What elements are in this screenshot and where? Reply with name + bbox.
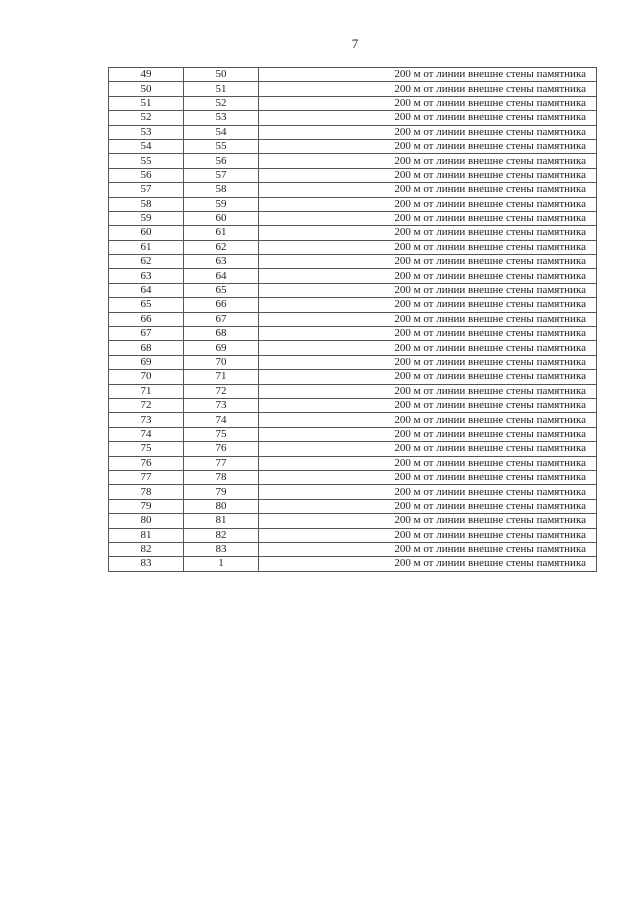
point-from-cell: 54: [109, 139, 184, 153]
point-from-cell: 76: [109, 456, 184, 470]
table-row: [109, 370, 597, 384]
point-from-cell: 81: [109, 528, 184, 542]
table-row: [109, 413, 597, 427]
table-row: [109, 470, 597, 484]
table-row: [109, 269, 597, 283]
point-from-cell: 82: [109, 542, 184, 556]
description-cell: 200 м от линии внешне стены памятника: [259, 341, 597, 355]
point-to-cell: 58: [184, 183, 259, 197]
description-cell: 200 м от линии внешне стены памятника: [259, 542, 597, 556]
description-cell: 200 м от линии внешне стены памятника: [259, 269, 597, 283]
point-from-cell: 64: [109, 283, 184, 297]
table-row: [109, 255, 597, 269]
description-cell: 200 м от линии внешне стены памятника: [259, 528, 597, 542]
point-to-cell: 76: [184, 442, 259, 456]
point-to-cell: 82: [184, 528, 259, 542]
point-to-cell: 61: [184, 226, 259, 240]
table-row: [109, 168, 597, 182]
description-cell: 200 м от линии внешне стены памятника: [259, 499, 597, 513]
point-from-cell: 59: [109, 211, 184, 225]
point-to-cell: 79: [184, 485, 259, 499]
point-from-cell: 67: [109, 327, 184, 341]
table-row: [109, 341, 597, 355]
point-from-cell: 55: [109, 154, 184, 168]
description-cell: 200 м от линии внешне стены памятника: [259, 68, 597, 82]
point-from-cell: 51: [109, 96, 184, 110]
point-from-cell: 69: [109, 355, 184, 369]
point-from-cell: 53: [109, 125, 184, 139]
description-cell: 200 м от линии внешне стены памятника: [259, 327, 597, 341]
point-to-cell: 80: [184, 499, 259, 513]
description-cell: 200 м от линии внешне стены памятника: [259, 226, 597, 240]
point-to-cell: 68: [184, 327, 259, 341]
point-to-cell: 54: [184, 125, 259, 139]
point-from-cell: 58: [109, 197, 184, 211]
description-cell: 200 м от линии внешне стены памятника: [259, 211, 597, 225]
table-row: [109, 240, 597, 254]
table-row: [109, 111, 597, 125]
table-row: [109, 557, 597, 571]
point-from-cell: 62: [109, 255, 184, 269]
point-from-cell: 72: [109, 398, 184, 412]
description-cell: 200 м от линии внешне стены памятника: [259, 298, 597, 312]
table-row: [109, 398, 597, 412]
point-to-cell: 77: [184, 456, 259, 470]
table-row: [109, 427, 597, 441]
description-cell: 200 м от линии внешне стены памятника: [259, 183, 597, 197]
table-row: [109, 197, 597, 211]
description-cell: 200 м от линии внешне стены памятника: [259, 514, 597, 528]
table-row: [109, 355, 597, 369]
table-row: [109, 514, 597, 528]
description-cell: 200 м от линии внешне стены памятника: [259, 312, 597, 326]
table-row: [109, 125, 597, 139]
description-cell: 200 м от линии внешне стены памятника: [259, 427, 597, 441]
point-from-cell: 71: [109, 384, 184, 398]
table-row: [109, 139, 597, 153]
point-from-cell: 63: [109, 269, 184, 283]
point-from-cell: 73: [109, 413, 184, 427]
description-cell: 200 м от линии внешне стены памятника: [259, 485, 597, 499]
point-to-cell: 78: [184, 470, 259, 484]
point-from-cell: 56: [109, 168, 184, 182]
table-row: [109, 499, 597, 513]
point-to-cell: 62: [184, 240, 259, 254]
description-cell: 200 м от линии внешне стены памятника: [259, 240, 597, 254]
table-row: [109, 456, 597, 470]
table-row: [109, 183, 597, 197]
table-row: [109, 211, 597, 225]
description-cell: 200 м от линии внешне стены памятника: [259, 413, 597, 427]
point-from-cell: 60: [109, 226, 184, 240]
point-to-cell: 56: [184, 154, 259, 168]
description-cell: 200 м от линии внешне стены памятника: [259, 355, 597, 369]
point-from-cell: 78: [109, 485, 184, 499]
point-to-cell: 69: [184, 341, 259, 355]
point-from-cell: 57: [109, 183, 184, 197]
description-cell: 200 м от линии внешне стены памятника: [259, 384, 597, 398]
point-to-cell: 63: [184, 255, 259, 269]
table-row: [109, 485, 597, 499]
boundary-points-table: [108, 67, 597, 572]
point-to-cell: 53: [184, 111, 259, 125]
description-cell: 200 м от линии внешне стены памятника: [259, 96, 597, 110]
point-from-cell: 52: [109, 111, 184, 125]
point-to-cell: 1: [184, 557, 259, 571]
description-cell: 200 м от линии внешне стены памятника: [259, 442, 597, 456]
table-row: [109, 327, 597, 341]
point-from-cell: 80: [109, 514, 184, 528]
point-from-cell: 50: [109, 82, 184, 96]
description-cell: 200 м от линии внешне стены памятника: [259, 139, 597, 153]
point-from-cell: 74: [109, 427, 184, 441]
table-row: [109, 283, 597, 297]
point-to-cell: 73: [184, 398, 259, 412]
point-from-cell: 79: [109, 499, 184, 513]
point-to-cell: 72: [184, 384, 259, 398]
table-row: [109, 442, 597, 456]
point-to-cell: 81: [184, 514, 259, 528]
point-from-cell: 70: [109, 370, 184, 384]
point-to-cell: 83: [184, 542, 259, 556]
page-number: 7: [351, 36, 359, 51]
description-cell: 200 м от линии внешне стены памятника: [259, 168, 597, 182]
description-cell: 200 м от линии внешне стены памятника: [259, 125, 597, 139]
point-to-cell: 67: [184, 312, 259, 326]
description-cell: 200 м от линии внешне стены памятника: [259, 283, 597, 297]
table-row: [109, 96, 597, 110]
table-row: [109, 154, 597, 168]
table-row: [109, 312, 597, 326]
table-row: [109, 384, 597, 398]
table-row: [109, 226, 597, 240]
point-to-cell: 65: [184, 283, 259, 297]
point-to-cell: 51: [184, 82, 259, 96]
description-cell: 200 м от линии внешне стены памятника: [259, 197, 597, 211]
point-from-cell: 49: [109, 68, 184, 82]
point-from-cell: 61: [109, 240, 184, 254]
description-cell: 200 м от линии внешне стены памятника: [259, 82, 597, 96]
point-from-cell: 75: [109, 442, 184, 456]
table-row: [109, 82, 597, 96]
description-cell: 200 м от линии внешне стены памятника: [259, 557, 597, 571]
description-cell: 200 м от линии внешне стены памятника: [259, 255, 597, 269]
point-from-cell: 68: [109, 341, 184, 355]
table-row: [109, 542, 597, 556]
table-row: [109, 298, 597, 312]
point-to-cell: 52: [184, 96, 259, 110]
point-to-cell: 55: [184, 139, 259, 153]
point-from-cell: 66: [109, 312, 184, 326]
table-body: [109, 68, 597, 572]
description-cell: 200 м от линии внешне стены памятника: [259, 370, 597, 384]
description-cell: 200 м от линии внешне стены памятника: [259, 398, 597, 412]
point-to-cell: 66: [184, 298, 259, 312]
point-to-cell: 57: [184, 168, 259, 182]
point-to-cell: 60: [184, 211, 259, 225]
point-to-cell: 64: [184, 269, 259, 283]
table-row: [109, 528, 597, 542]
point-from-cell: 83: [109, 557, 184, 571]
point-to-cell: 70: [184, 355, 259, 369]
point-to-cell: 74: [184, 413, 259, 427]
table-row: [109, 68, 597, 82]
point-to-cell: 59: [184, 197, 259, 211]
description-cell: 200 м от линии внешне стены памятника: [259, 111, 597, 125]
point-to-cell: 71: [184, 370, 259, 384]
point-to-cell: 75: [184, 427, 259, 441]
description-cell: 200 м от линии внешне стены памятника: [259, 154, 597, 168]
point-from-cell: 77: [109, 470, 184, 484]
point-to-cell: 50: [184, 68, 259, 82]
description-cell: 200 м от линии внешне стены памятника: [259, 456, 597, 470]
description-cell: 200 м от линии внешне стены памятника: [259, 470, 597, 484]
point-from-cell: 65: [109, 298, 184, 312]
